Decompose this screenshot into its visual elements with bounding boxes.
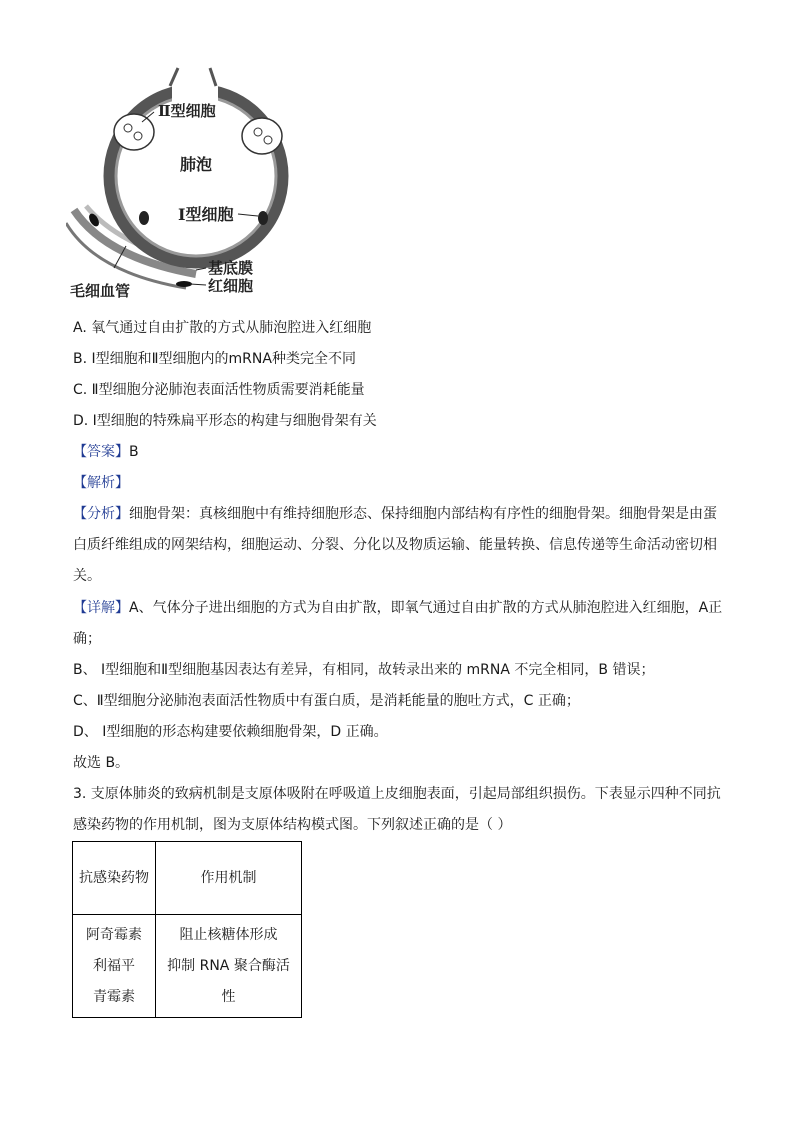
answer-line — [73, 442, 139, 462]
drug-name: 阿奇霉素 — [86, 926, 142, 943]
header-mechanism: 作用机制 — [156, 842, 302, 915]
detail-c: C、Ⅱ型细胞分泌肺泡表面活性物质中有蛋白质，是消耗能量的胞吐方式，C 正确； — [73, 693, 580, 709]
conclusion: 故选 B。 — [73, 755, 130, 771]
label-type2-cell: Ⅱ型细胞 — [158, 102, 216, 120]
table-header-row — [73, 842, 302, 915]
drug-list-cell — [73, 915, 156, 1018]
detail-d: D、 Ⅰ型细胞的形态构建要依赖细胞骨架，D 正确。 — [73, 724, 388, 740]
answer-tag: 【答案】 — [73, 444, 129, 460]
analysis-header: 【解析】 — [73, 475, 129, 491]
option-b: B. Ⅰ型细胞和Ⅱ型细胞内的mRNA种类完全不同 — [73, 351, 356, 367]
detail-text: A、气体分子进出细胞的方式为自由扩散，即氧气通过自由扩散的方式从肺泡腔进入红细胞，A正确； — [73, 600, 723, 647]
analysis-text: 细胞骨架：真核细胞中有维持细胞形态、保持细胞内部结构有序性的细胞骨架。细胞骨架是由蛋白质纤维组成的网架结构，细胞运动、分裂、分化以及物质运输、能量转换、信息传递等生命活动密切相关。 — [73, 506, 717, 584]
option-d: D. Ⅰ型细胞的特殊扁平形态的构建与细胞骨架有关 — [73, 413, 377, 429]
label-capillary: 毛细血管 — [70, 282, 131, 300]
label-red-blood-cell: 红细胞 — [208, 277, 254, 295]
drug-table — [72, 841, 302, 1018]
table-row — [73, 915, 302, 1018]
label-basement-membrane: 基底膜 — [208, 259, 254, 277]
option-c: C. Ⅱ型细胞分泌肺泡表面活性物质需要消耗能量 — [73, 382, 365, 398]
detail-b: B、 Ⅰ型细胞和Ⅱ型细胞基因表达有差异，有相同，故转录出来的 mRNA 不完全相同，B 错误； — [73, 662, 655, 678]
label-type1-cell: Ⅰ型细胞 — [178, 205, 234, 224]
drug-name: 利福平 — [93, 957, 135, 974]
mechanism: 阻止核糖体形成 — [179, 926, 278, 943]
label-alveolus: 肺泡 — [180, 155, 213, 174]
option-a: A. 氧气通过自由扩散的方式从肺泡腔进入红细胞 — [73, 320, 372, 336]
mechanism: 抑制 RNA 聚合酶活性 — [167, 957, 290, 1005]
alveolus-diagram — [66, 58, 316, 306]
drug-name: 青霉素 — [93, 988, 135, 1005]
analysis-paragraph — [73, 499, 723, 592]
mechanism-list-cell — [156, 915, 302, 1018]
analysis-tag: 【分析】 — [73, 506, 129, 522]
detail-paragraph — [73, 593, 723, 655]
question-3: 3. 支原体肺炎的致病机制是支原体吸附在呼吸道上皮细胞表面，引起局部组织损伤。下表显示四种不同抗感染药物的作用机制，图为支原体结构模式图。下列叙述正确的是（ ） — [73, 786, 721, 833]
answer-value: B — [129, 444, 139, 460]
detail-tag: 【详解】 — [73, 600, 129, 616]
header-drug: 抗感染药物 — [73, 842, 156, 915]
